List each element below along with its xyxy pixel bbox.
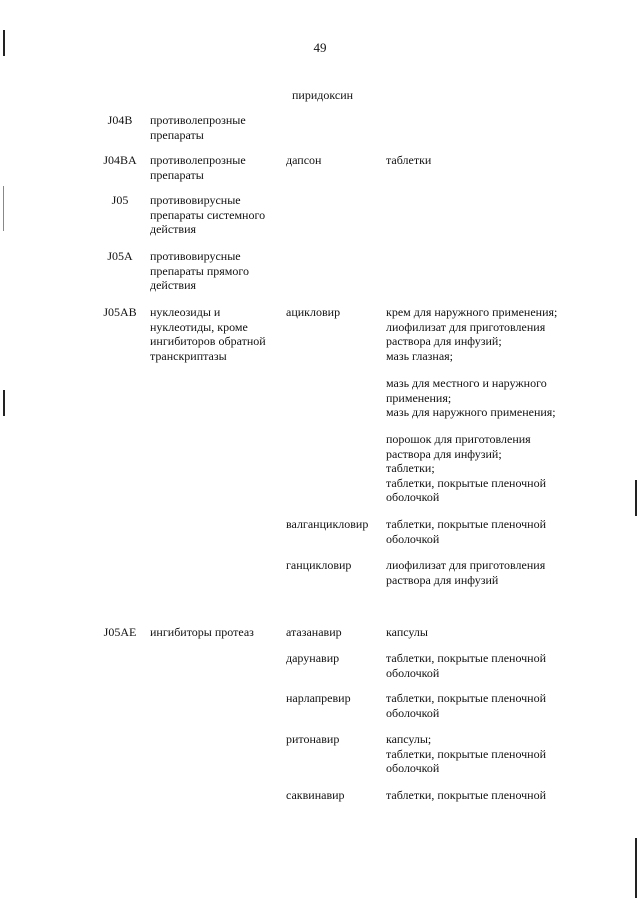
drug-name: дапсон xyxy=(286,153,322,167)
scan-mark xyxy=(3,186,4,231)
dosage-form: таблетки, покрытые пленочной оболочкой xyxy=(386,691,547,720)
dosage-form: таблетки, покрытые пленочной оболочкой xyxy=(386,651,547,680)
group-name: противовирусные препараты системного действия xyxy=(150,193,266,236)
scan-mark xyxy=(635,838,637,898)
drug-name: ацикловир xyxy=(286,305,341,319)
scan-mark xyxy=(635,480,637,516)
top-text: пиридоксин xyxy=(292,88,354,102)
drug-name: нарлапревир xyxy=(286,691,351,705)
atc-code: J04BA xyxy=(103,153,137,167)
dosage-form: таблетки, покрытые пленочной xyxy=(386,788,547,802)
dosage-form: таблетки xyxy=(386,153,432,167)
atc-code: J04B xyxy=(107,113,133,127)
dosage-form: капсулы xyxy=(386,625,428,639)
group-name: противовирусные препараты прямого действия xyxy=(150,249,249,292)
group-name: противолепрозные препараты xyxy=(150,113,246,142)
dosage-form: лиофилизат для приготовления раствора для инфузий xyxy=(386,558,546,587)
group-name: нуклеозиды и нуклеотиды, кроме ингибиторов обратной транскриптазы xyxy=(150,305,266,363)
page-number: 49 xyxy=(313,40,327,55)
atc-code: J05AB xyxy=(103,305,137,319)
dosage-form: порошок для приготовления раствора для инфузий; таблетки; таблетки, покрытые пленочной оболочкой xyxy=(386,432,547,504)
scan-mark xyxy=(3,30,5,56)
dosage-form: таблетки, покрытые пленочной оболочкой xyxy=(386,517,547,546)
drug-name: саквинавир xyxy=(286,788,345,802)
scan-mark xyxy=(3,390,5,416)
drug-name: валганцикловир xyxy=(286,517,369,531)
dosage-form: крем для наружного применения; лиофилизат для приготовления раствора для инфузий; мазь глазная; xyxy=(386,305,558,363)
drug-name: атазанавир xyxy=(286,625,342,639)
group-name: ингибиторы протеаз xyxy=(150,625,254,639)
drug-name: ритонавир xyxy=(286,732,340,746)
atc-code: J05 xyxy=(111,193,129,207)
group-name: противолепрозные препараты xyxy=(150,153,246,182)
drug-name: дарунавир xyxy=(286,651,340,665)
dosage-form: мазь для местного и наружного применения; мазь для наружного применения; xyxy=(386,376,556,419)
drug-name: ганцикловир xyxy=(286,558,352,572)
atc-code: J05A xyxy=(107,249,133,263)
dosage-form: капсулы; таблетки, покрытые пленочной оболочкой xyxy=(386,732,547,775)
atc-code: J05AE xyxy=(103,625,137,639)
